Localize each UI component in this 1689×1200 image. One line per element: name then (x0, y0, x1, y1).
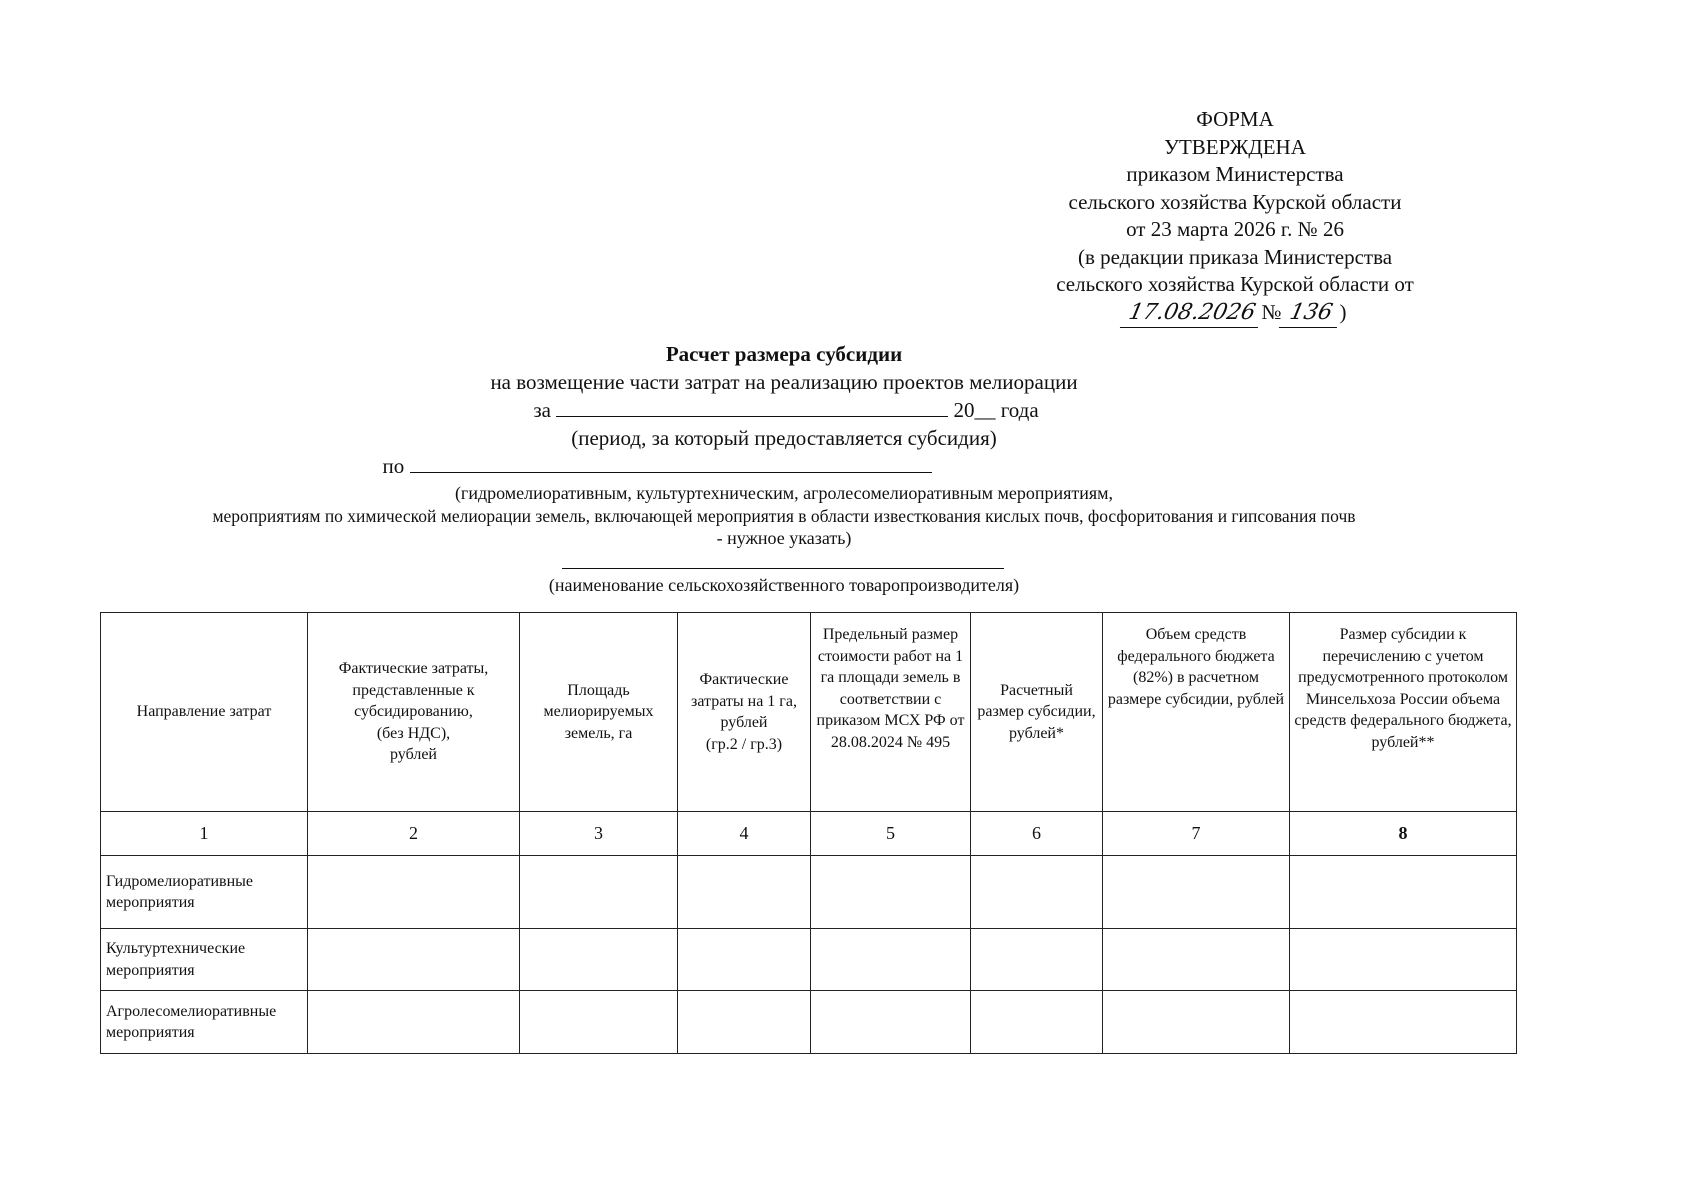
period-year: 20__ года (953, 398, 1039, 422)
approval-revision-label: (в редакции приказа Министерства (1077, 244, 1393, 269)
direction-prefix: по (382, 454, 405, 478)
column-header-subsidy-to-transfer: Размер субсидии к перечислению с учетом предусмотренного протоколом Минсельхоза России объема средств федерального бюджета, рублей** (1290, 613, 1517, 812)
empty-cell[interactable] (971, 991, 1103, 1054)
column-number: 7 (1103, 812, 1290, 856)
empty-cell[interactable] (1290, 856, 1517, 929)
approval-approved-label: УТВЕРЖДЕНА (1164, 134, 1306, 159)
empty-cell[interactable] (1103, 929, 1290, 991)
approval-form-label: ФОРМА (1196, 107, 1274, 131)
column-header-estimated-subsidy: Расчетный размер субсидии, рублей* (971, 613, 1103, 812)
column-number: 4 (678, 812, 811, 856)
empty-cell[interactable] (520, 856, 678, 929)
column-number: 2 (308, 812, 520, 856)
table-row (101, 991, 1517, 1054)
period-hint: (период, за который предоставляется субсидия) (571, 426, 997, 450)
page-title: Расчет размера субсидии (665, 342, 903, 366)
column-number: 1 (101, 812, 308, 856)
row-label: Агролесомелиоративные мероприятия (101, 991, 308, 1054)
empty-cell[interactable] (811, 856, 971, 929)
approval-ministry-label: сельского хозяйства Курской области (1068, 189, 1402, 214)
column-header-actual-costs: Фактические затраты, представленные к субсидированию, (без НДС), рублей (308, 613, 520, 812)
closing-paren: ) (1339, 299, 1347, 324)
table-row (101, 856, 1517, 929)
page-subtitle: на возмещение части затрат на реализацию проектов мелиорации (490, 370, 1078, 394)
approval-order-date: от 23 марта 2026 г. № 26 (1126, 217, 1344, 241)
direction-blank-field[interactable] (410, 454, 932, 473)
table-header-row (101, 613, 1517, 812)
producer-hint: (наименование сельскохозяйственного товаропроизводителя) (548, 575, 1020, 595)
period-line (0, 396, 1568, 424)
direction-hint-1: (гидромелиоративным, культуртехническим, агролесомелиоративным мероприятиям, (454, 483, 1114, 503)
empty-cell[interactable] (1290, 929, 1517, 991)
column-number: 8 (1290, 812, 1517, 856)
direction-hint-3: - нужное указать) (716, 528, 852, 548)
empty-cell[interactable] (971, 929, 1103, 991)
handwritten-date: 17.08.2026 (1120, 299, 1264, 328)
direction-hint-2: мероприятиям по химической мелиорации земель, включающей мероприятия в области известкования кислых почв, фосфоритования и гипсования почв (212, 506, 1356, 526)
approval-revision-ministry: сельского хозяйства Курской области от (1056, 272, 1414, 296)
empty-cell[interactable] (520, 929, 678, 991)
subsidy-calculation-table (100, 612, 1517, 1054)
table-row (101, 929, 1517, 991)
empty-cell[interactable] (308, 856, 520, 929)
empty-cell[interactable] (678, 856, 811, 929)
empty-cell[interactable] (1103, 856, 1290, 929)
column-header-limit-cost: Предельный размер стоимости работ на 1 га площади земель в соответствии с приказом МСХ РФ от 28.08.2024 № 495 (811, 613, 971, 812)
empty-cell[interactable] (1290, 991, 1517, 1054)
column-number: 3 (520, 812, 678, 856)
producer-line (0, 550, 1568, 574)
column-number-row (101, 812, 1517, 856)
row-label: Культуртехнические мероприятия (101, 929, 308, 991)
column-header-federal-share: Объем средств федерального бюджета (82%) в расчетном размере субсидии, рублей (1103, 613, 1290, 812)
empty-cell[interactable] (678, 991, 811, 1054)
empty-cell[interactable] (971, 856, 1103, 929)
empty-cell[interactable] (678, 929, 811, 991)
approval-block (1010, 106, 1460, 329)
number-sign: № (1261, 299, 1282, 324)
column-header-direction: Направление затрат (101, 613, 308, 812)
period-prefix: за (533, 398, 551, 422)
empty-cell[interactable] (811, 991, 971, 1054)
column-number: 5 (811, 812, 971, 856)
direction-line (0, 452, 1568, 480)
row-label: Гидромелиоративные мероприятия (101, 856, 308, 929)
empty-cell[interactable] (811, 929, 971, 991)
handwritten-number: 136 (1278, 299, 1342, 328)
empty-cell[interactable] (520, 991, 678, 1054)
period-blank-field[interactable] (556, 398, 948, 417)
approval-order-label: приказом Министерства (1126, 162, 1344, 186)
title-block (0, 340, 1568, 597)
producer-blank-field[interactable] (562, 550, 1004, 569)
empty-cell[interactable] (1103, 991, 1290, 1054)
column-header-cost-per-ha: Фактические затраты на 1 га, рублей (гр.2 / гр.3) (678, 613, 811, 812)
handwritten-revision-line (1010, 299, 1460, 329)
column-number: 6 (971, 812, 1103, 856)
empty-cell[interactable] (308, 929, 520, 991)
column-header-area: Площадь мелиорируемых земель, га (520, 613, 678, 812)
empty-cell[interactable] (308, 991, 520, 1054)
